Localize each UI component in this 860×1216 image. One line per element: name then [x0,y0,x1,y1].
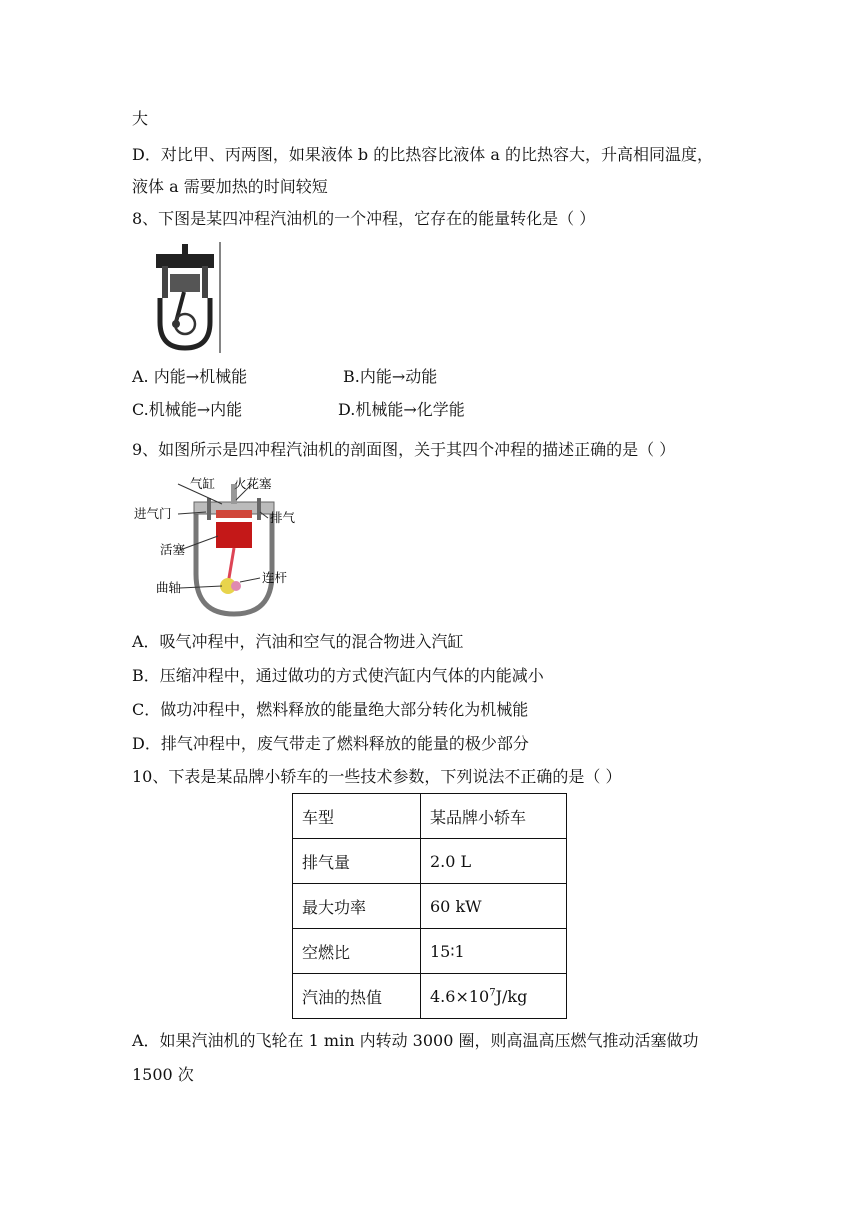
table-cell: 空燃比 [293,929,421,974]
option-8a: A. 内能→机械能 [132,367,248,386]
heat-value-exponent: 7 [489,987,496,999]
label-connecting-rod: 连杆 [262,570,288,585]
table-cell: 60 kW [421,884,567,929]
option-d-line1: D．对比甲、丙两图，如果液体 b 的比热容比液体 a 的比热容大，升高相同温度， [132,145,713,164]
option-10a-line1: A．如果汽油机的飞轮在 1 min 内转动 3000 圈，则高温高压燃气推动活塞做功 [132,1031,699,1050]
label-cylinder: 气缸 [190,476,216,491]
option-9b: B．压缩冲程中，通过做功的方式使汽缸内气体的内能减小 [132,666,544,685]
label-exhaust: 排气 [270,510,296,525]
heat-value-mantissa: 4.6×10 [430,986,490,1006]
table-cell: 排气量 [293,839,421,884]
question-8: 8、下图是某四冲程汽油机的一个冲程，它存在的能量转化是（ ） [132,209,596,228]
engine-cross-section-figure [132,474,307,624]
table-cell: 车型 [293,794,421,839]
table-cell: 某品牌小轿车 [421,794,567,839]
table-row [293,884,567,929]
table-cell: 2.0 L [421,839,567,884]
text-line: 大 [132,109,149,128]
option-8d: D.机械能→化学能 [338,400,465,419]
heat-value-unit: J/kg [495,986,528,1006]
engine-stroke-figure [150,240,225,355]
option-d-line2: 液体 a 需要加热的时间较短 [132,177,328,196]
question-9: 9、如图所示是四冲程汽油机的剖面图，关于其四个冲程的描述正确的是（ ） [132,440,676,459]
option-8c: C.机械能→内能 [132,400,243,419]
table-row [293,974,567,1019]
label-spark-plug: 火花塞 [234,476,272,491]
table-cell: 汽油的热值 [293,974,421,1019]
table-row [293,929,567,974]
table-cell: 最大功率 [293,884,421,929]
label-piston: 活塞 [160,542,186,557]
option-10a-line2: 1500 次 [132,1065,194,1084]
table-cell-heat-value [421,974,567,1019]
option-9a: A．吸气冲程中，汽油和空气的混合物进入汽缸 [132,632,464,651]
option-8b: B.内能→动能 [343,367,438,386]
label-crankshaft: 曲轴 [156,580,182,595]
table-row [293,839,567,884]
car-spec-table [292,793,567,1019]
option-9c: C．做功冲程中，燃料释放的能量绝大部分转化为机械能 [132,700,529,719]
table-cell: 15∶1 [421,929,567,974]
option-9d: D．排气冲程中，废气带走了燃料释放的能量的极少部分 [132,734,529,753]
label-intake-valve: 进气门 [134,506,172,521]
table-row [293,794,567,839]
question-10: 10、下表是某品牌小轿车的一些技术参数，下列说法不正确的是（ ） [132,767,622,786]
